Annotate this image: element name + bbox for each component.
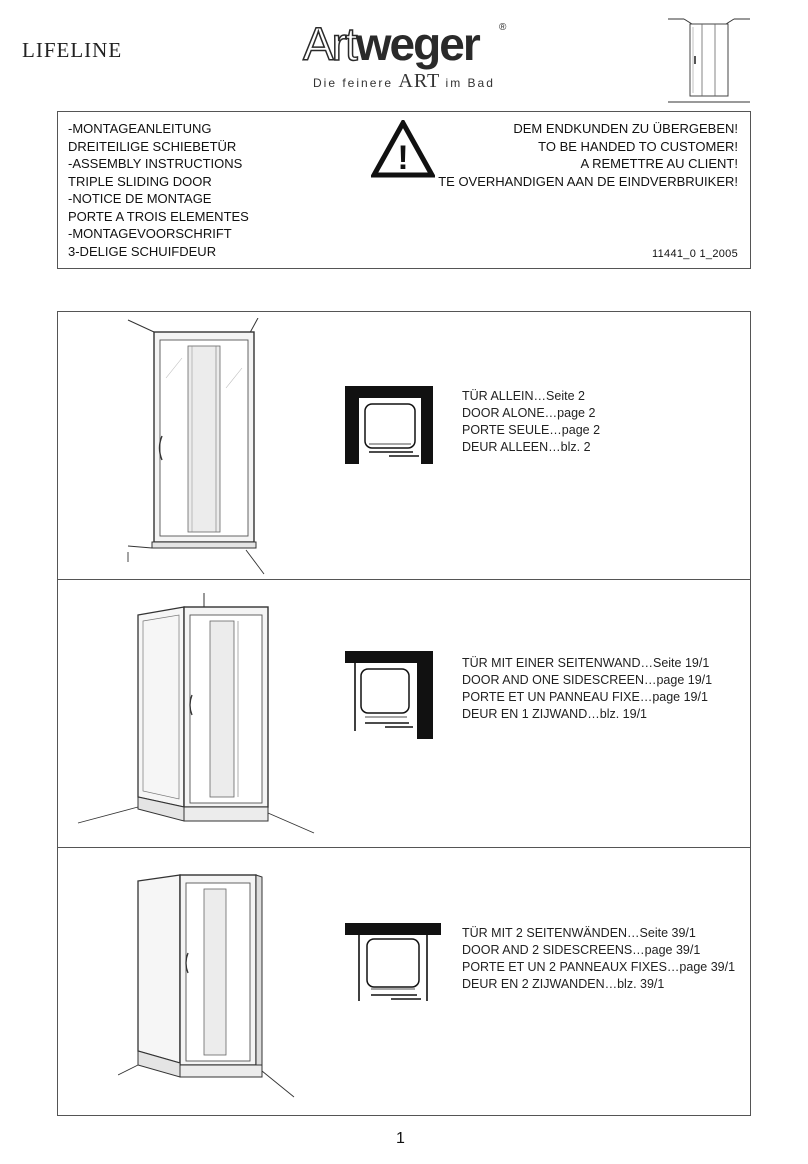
door-two-sidescreens-illustration: [118, 853, 298, 1111]
notice-line: A REMETTRE AU CLIENT!: [580, 156, 738, 171]
plan-door-alone-icon: [345, 386, 435, 466]
plan-door-two-sidescreens-icon: [345, 923, 441, 1007]
config-line: DEUR EN 2 ZIJWANDEN…blz. 39/1: [462, 977, 665, 991]
config-line: DEUR EN 1 ZIJWAND…blz. 19/1: [462, 707, 647, 721]
door-thumbnail-icon: [668, 18, 750, 104]
title-line: -ASSEMBLY INSTRUCTIONS: [68, 156, 243, 171]
title-line: TRIPLE SLIDING DOOR: [68, 173, 212, 189]
door-alone-illustration: [118, 318, 268, 576]
config-door-two-sidescreens[interactable]: [58, 847, 750, 1115]
title-line: DREITEILIGE SCHIEBETÜR: [68, 138, 237, 154]
page-number: 1: [396, 1130, 405, 1147]
warning-triangle-icon: [371, 120, 435, 178]
config-line: PORTE ET UN PANNEAU FIXE…page 19/1: [462, 690, 708, 704]
config-line: DEUR ALLEEN…blz. 2: [462, 440, 591, 454]
config-line: DOOR ALONE…page 2: [462, 406, 596, 420]
config-line: TÜR MIT 2 SEITENWÄNDEN…Seite 39/1: [462, 926, 696, 940]
title-line: PORTE A TROIS ELEMENTES: [68, 208, 249, 224]
config-label: [462, 655, 712, 723]
config-line: PORTE ET UN 2 PANNEAUX FIXES…page 39/1: [462, 960, 736, 974]
tagline-pre: Die feinere: [313, 76, 394, 90]
header-panel: [57, 111, 751, 269]
title-line: 3-DELIGE SCHUIFDEUR: [68, 243, 217, 259]
logo-tagline: [313, 70, 495, 93]
config-line: TÜR MIT EINER SEITENWAND…Seite 19/1: [462, 656, 710, 670]
config-door-alone[interactable]: [58, 312, 750, 580]
plan-door-one-sidescreen-icon: [345, 651, 435, 741]
brand-logo: [303, 18, 513, 92]
notice-line: TE OVERHANDIGEN AAN DE EINDVERBRUIKER!: [438, 173, 738, 189]
title-line: -MONTAGEANLEITUNG: [68, 121, 212, 136]
tagline-post: im Bad: [445, 76, 495, 90]
registered-mark: ®: [499, 22, 507, 33]
configurations-panel: [57, 311, 751, 1116]
title-lines: [68, 120, 249, 260]
config-label: [462, 388, 600, 456]
notice-line: TO BE HANDED TO CUSTOMER!: [538, 138, 738, 154]
door-sidescreen-illustration: [68, 585, 318, 843]
title-line: -MONTAGEVOORSCHRIFT: [68, 226, 232, 241]
config-door-one-sidescreen[interactable]: [58, 579, 750, 848]
customer-notice: [438, 120, 738, 190]
notice-line: DEM ENDKUNDEN ZU ÜBERGEBEN!: [513, 121, 738, 136]
config-line: DOOR AND 2 SIDESCREENS…page 39/1: [462, 943, 701, 957]
series-name: LIFELINE: [22, 38, 123, 62]
config-line: DOOR AND ONE SIDESCREEN…page 19/1: [462, 673, 713, 687]
title-line: -NOTICE DE MONTAGE: [68, 191, 212, 206]
config-line: PORTE SEULE…page 2: [462, 423, 601, 437]
config-line: TÜR ALLEIN…Seite 2: [462, 389, 585, 403]
warning-symbol: !: [397, 139, 409, 177]
tagline-art: ART: [398, 70, 441, 92]
logo-wordmark: Artweger: [303, 18, 479, 70]
document-number: 11441_0 1_2005: [652, 248, 738, 260]
config-label: [462, 925, 735, 993]
